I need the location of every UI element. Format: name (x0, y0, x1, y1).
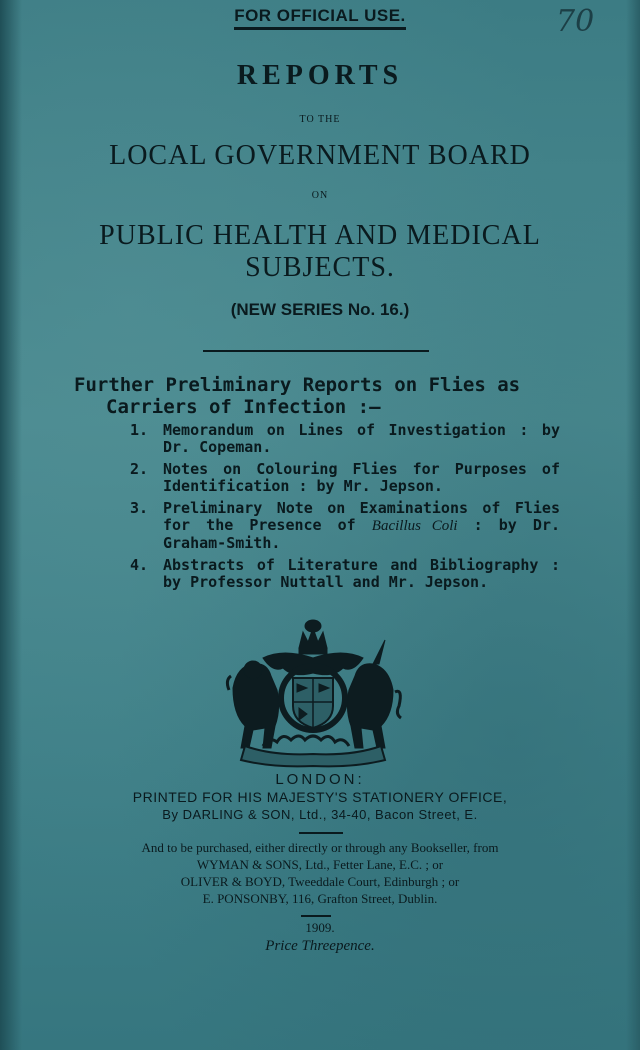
subject-title-line1: PUBLIC HEALTH AND MEDICAL (99, 220, 541, 251)
board-title: LOCAL GOVERNMENT BOARD (109, 140, 531, 171)
reports-title: REPORTS (236, 60, 404, 91)
contents-item (130, 461, 560, 495)
contents-list (130, 422, 560, 596)
imprint-city: LONDON: (275, 771, 365, 788)
on-label: ON (311, 190, 329, 201)
contents-item-text: Memorandum on Lines of Investigation : by Dr. Copeman. (163, 421, 560, 456)
contents-item-number: 3. (130, 499, 149, 517)
sale-line: OLIVER & BOYD, Tweeddale Court, Edinburgh ; or (180, 874, 460, 889)
contents-item-number: 4. (130, 556, 149, 574)
subject-title-line2: SUBJECTS. (245, 252, 395, 283)
sale-line: E. PONSONBY, 116, Grafton Street, Dublin. (202, 891, 438, 906)
royal-coat-of-arms-emblem (223, 618, 403, 770)
sale-line: And to be purchased, either directly or through any Bookseller, from (141, 840, 499, 855)
imprint-year: 1909. (305, 920, 335, 935)
to-the-label: TO THE (299, 114, 341, 125)
report-heading-line2: Carriers of Infection :— (106, 396, 381, 418)
divider-rule-year (301, 915, 331, 917)
contents-item (130, 557, 560, 591)
handwritten-page-number: 70 (556, 4, 595, 39)
contents-item (130, 500, 560, 552)
official-use-banner: FOR OFFICIAL USE. (0, 6, 640, 30)
contents-item-text: Notes on Colouring Flies for Purposes of Identification : by Mr. Jepson. (163, 460, 560, 495)
contents-item-number: 1. (130, 421, 149, 439)
contents-item-text: Preliminary Note on Examinations of Flies for the Presence of (163, 499, 560, 534)
divider-rule-short (299, 832, 343, 834)
divider-rule (203, 350, 429, 352)
subject-title (0, 220, 640, 284)
contents-item-text: Abstracts of Literature and Bibliography : by Professor Nuttall and Mr. Jepson. (163, 556, 560, 591)
report-heading (74, 374, 574, 418)
series-number: (NEW SERIES No. 16.) (230, 300, 410, 319)
imprint-price: Price Threepence. (265, 938, 375, 954)
contents-item (130, 422, 560, 456)
sale-line: WYMAN & SONS, Ltd., Fetter Lane, E.C. ; or (196, 857, 444, 872)
imprint-printed-for: PRINTED FOR HIS MAJESTY'S STATIONERY OFFICE, (132, 789, 508, 805)
contents-item-text-after: : by Dr. Graham-Smith. (163, 516, 560, 552)
contents-item-number: 2. (130, 460, 149, 478)
report-heading-line1: Further Preliminary Reports on Flies as (74, 374, 521, 396)
imprint-sale-notice (40, 839, 600, 907)
imprint-printer: By DARLING & SON, Ltd., 34-40, Bacon Street, E. (162, 807, 478, 822)
contents-item-italic: Bacillus Coli (371, 518, 458, 534)
